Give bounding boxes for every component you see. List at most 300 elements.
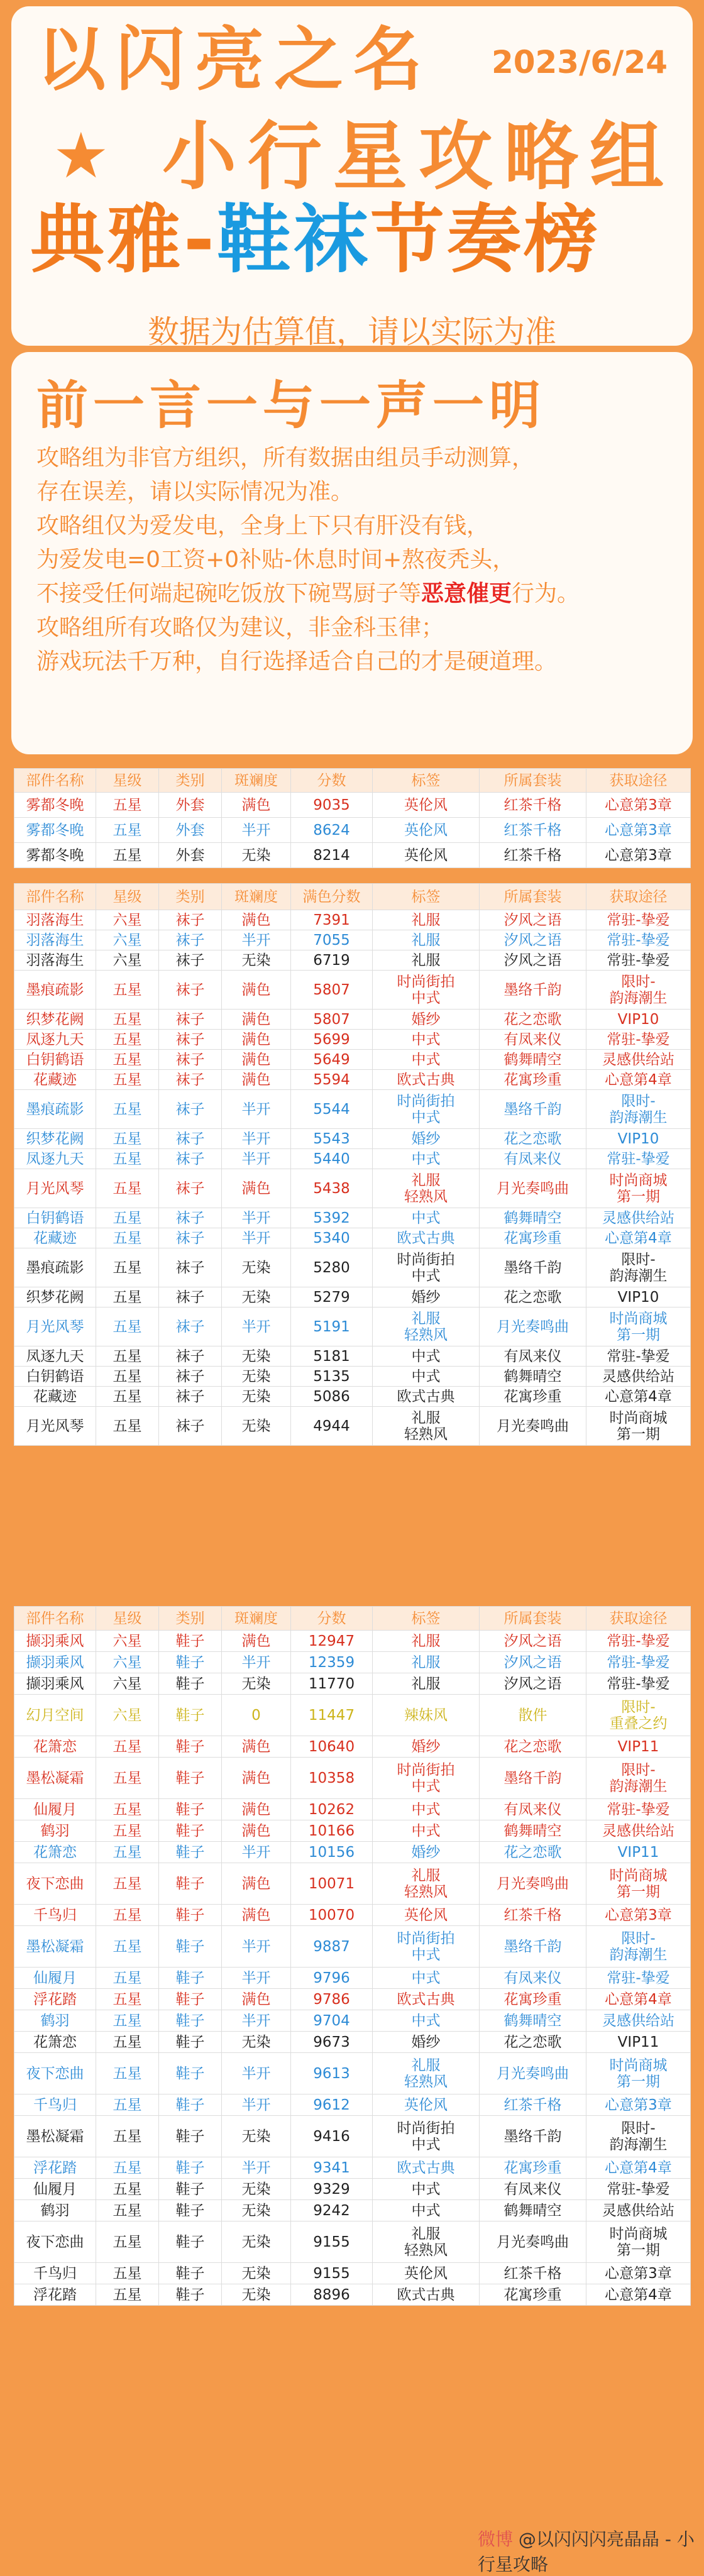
table-cell: 外套	[159, 818, 222, 843]
table-row	[14, 1248, 691, 1287]
table-cell: 英伦风	[373, 793, 480, 818]
table-cell: 8214	[291, 843, 373, 868]
table-cell: 礼服	[373, 930, 480, 950]
table-cell: 9704	[291, 2010, 373, 2032]
table-row	[14, 1736, 691, 1758]
highlight-text: 恶意催更	[421, 581, 512, 607]
table-cell: 雾都冬晚	[14, 843, 96, 868]
table-cell: 六星	[96, 950, 159, 971]
table-row	[14, 2263, 691, 2284]
table-cell: 婚纱	[373, 1129, 480, 1149]
table-cell: 夜下恋曲	[14, 1863, 96, 1905]
table-cell: 9612	[291, 2094, 373, 2116]
table-cell: 墨松凝霜	[14, 1926, 96, 1968]
column-header: 获取途径	[586, 1607, 691, 1631]
table-cell: 花箫恋	[14, 1736, 96, 1758]
table-cell: 无染	[222, 2221, 291, 2263]
table-row	[14, 2221, 691, 2263]
table-cell: 鞋子	[159, 2010, 222, 2032]
table-cell: 10156	[291, 1842, 373, 1863]
table-cell: 五星	[96, 793, 159, 818]
table-cell: 散件	[480, 1695, 586, 1736]
table-cell: 满色	[222, 1070, 291, 1090]
table-cell: 五星	[96, 1090, 159, 1129]
table-cell: 袜子	[159, 1010, 222, 1030]
table-cell: 墨痕疏影	[14, 1090, 96, 1129]
table-cell: 有凤来仪	[480, 1799, 586, 1820]
table-cell: 11770	[291, 1673, 373, 1695]
table-cell: 鹤羽	[14, 2200, 96, 2221]
table-cell: 中式	[373, 1968, 480, 1989]
table-cell: 白钥鹤语	[14, 1367, 96, 1387]
table-cell: 中式	[373, 1820, 480, 1842]
header-card	[11, 6, 693, 350]
table-cell: 9035	[291, 793, 373, 818]
table-cell: 红茶千格	[480, 2263, 586, 2284]
table-row	[14, 1863, 691, 1905]
table-cell: 月光奏鸣曲	[480, 1863, 586, 1905]
table-cell: 五星	[96, 2263, 159, 2284]
table-cell: 礼服 轻熟风	[373, 1407, 480, 1446]
table-cell: 欧式古典	[373, 2157, 480, 2179]
table-cell: 常驻-挚爱	[586, 2179, 691, 2200]
table-row	[14, 2010, 691, 2032]
table-cell: 凤逐九天	[14, 1149, 96, 1169]
table-cell: 5543	[291, 1129, 373, 1149]
table-cell: 羽落海生	[14, 930, 96, 950]
table-cell: 半开	[222, 1129, 291, 1149]
table-cell: 鞋子	[159, 1820, 222, 1842]
table-cell: 礼服 轻熟风	[373, 1863, 480, 1905]
table-cell: 鞋子	[159, 2263, 222, 2284]
table-cell: 12947	[291, 1631, 373, 1652]
table-cell: 婚纱	[373, 1010, 480, 1030]
table-row	[14, 1307, 691, 1346]
table-cell: 墨络千韵	[480, 2116, 586, 2157]
table-cell: 无染	[222, 2263, 291, 2284]
table-cell: 中式	[373, 1367, 480, 1387]
table-cell: 5392	[291, 1208, 373, 1228]
table-cell: 雾都冬晚	[14, 818, 96, 843]
table-cell: 5191	[291, 1307, 373, 1346]
table-cell: 欧式古典	[373, 1989, 480, 2010]
table-cell: 鞋子	[159, 1695, 222, 1736]
table-cell: 袜子	[159, 1367, 222, 1387]
table-cell: 无染	[222, 950, 291, 971]
table-cell: 红茶千格	[480, 2094, 586, 2116]
table-cell: 欧式古典	[373, 1070, 480, 1090]
table-cell: 五星	[96, 2053, 159, 2094]
table-row	[14, 1407, 691, 1446]
table-cell: 心意第4章	[586, 1989, 691, 2010]
table-cell: 半开	[222, 1090, 291, 1129]
table-cell: 满色	[222, 1820, 291, 1842]
ranking-title	[30, 196, 601, 283]
table-cell: 半开	[222, 1149, 291, 1169]
table-cell: 限时- 重叠之约	[586, 1695, 691, 1736]
table-cell: 花之恋歌	[480, 1010, 586, 1030]
table-row	[14, 1169, 691, 1208]
table-cell: 无染	[222, 2284, 291, 2306]
table-cell: 心意第3章	[586, 818, 691, 843]
table-cell: 六星	[96, 1631, 159, 1652]
ranking-title-part3: 节奏榜	[370, 196, 601, 283]
table-cell: 半开	[222, 818, 291, 843]
table-cell: 五星	[96, 1820, 159, 1842]
table-cell: 五星	[96, 1799, 159, 1820]
table-header	[14, 1607, 691, 1631]
table-cell: 五星	[96, 1248, 159, 1287]
shoes-ranking-table	[14, 1606, 691, 2306]
table-cell: 鞋子	[159, 2053, 222, 2094]
column-header: 星级	[96, 884, 159, 910]
table-cell: 五星	[96, 2116, 159, 2157]
table-row	[14, 1695, 691, 1736]
table-cell: 花之恋歌	[480, 1736, 586, 1758]
table-row	[14, 1287, 691, 1307]
table-cell: 撷羽乘风	[14, 1652, 96, 1673]
table-cell: 袜子	[159, 1169, 222, 1208]
table-cell: 浮花踏	[14, 2284, 96, 2306]
column-header: 部件名称	[14, 769, 96, 793]
table-row	[14, 1050, 691, 1070]
table-cell: 限时- 韵海潮生	[586, 1926, 691, 1968]
table-cell: 袜子	[159, 950, 222, 971]
table-cell: 五星	[96, 2157, 159, 2179]
table-cell: 中式	[373, 1149, 480, 1169]
table-cell: 10166	[291, 1820, 373, 1842]
table-cell: 欧式古典	[373, 1228, 480, 1248]
table-cell: 五星	[96, 1926, 159, 1968]
table-cell: 花箫恋	[14, 1842, 96, 1863]
table-cell: 满色	[222, 1631, 291, 1652]
table-cell: 袜子	[159, 1030, 222, 1050]
table-cell: 红茶千格	[480, 843, 586, 868]
table-cell: 五星	[96, 2032, 159, 2053]
table-cell: 墨络千韵	[480, 971, 586, 1010]
table-cell: 墨松凝霜	[14, 2116, 96, 2157]
table-cell: 常驻-挚爱	[586, 1673, 691, 1695]
table-cell: 无染	[222, 2179, 291, 2200]
table-row	[14, 1367, 691, 1387]
table-cell: 花藏迹	[14, 1228, 96, 1248]
table-cell: 花之恋歌	[480, 2032, 586, 2053]
table-cell: 限时- 韵海潮生	[586, 1090, 691, 1129]
table-cell: 鞋子	[159, 2200, 222, 2221]
table-cell: 半开	[222, 1842, 291, 1863]
table-cell: 五星	[96, 1387, 159, 1407]
table-row	[14, 1842, 691, 1863]
table-cell: 8624	[291, 818, 373, 843]
table-row	[14, 2094, 691, 2116]
table-cell: 鞋子	[159, 1631, 222, 1652]
table-cell: 常驻-挚爱	[586, 1346, 691, 1367]
table-cell: 心意第3章	[586, 793, 691, 818]
table-cell: 英伦风	[373, 843, 480, 868]
table-cell: 鞋子	[159, 1905, 222, 1926]
table-cell: 5438	[291, 1169, 373, 1208]
table-cell: 婚纱	[373, 1736, 480, 1758]
table-cell: 五星	[96, 843, 159, 868]
table-cell: 欧式古典	[373, 1387, 480, 1407]
table-cell: 常驻-挚爱	[586, 1968, 691, 1989]
table-cell: 心意第4章	[586, 1228, 691, 1248]
table-cell: VIP10	[586, 1129, 691, 1149]
preface-line: 不接受任何端起碗吃饭放下碗骂厨子等恶意催更行为。	[36, 581, 580, 607]
table-cell: 袜子	[159, 1346, 222, 1367]
table-cell: 五星	[96, 1842, 159, 1863]
table-cell: 鞋子	[159, 2221, 222, 2263]
table-cell: 月光奏鸣曲	[480, 1307, 586, 1346]
table-cell: 六星	[96, 1652, 159, 1673]
table-cell: VIP11	[586, 2032, 691, 2053]
table-row	[14, 1652, 691, 1673]
table-cell: 满色	[222, 1758, 291, 1799]
table-cell: 半开	[222, 1307, 291, 1346]
table-cell: 外套	[159, 793, 222, 818]
table-row	[14, 2032, 691, 2053]
column-header: 所属套装	[480, 1607, 586, 1631]
table-cell: 灵感供给站	[586, 2010, 691, 2032]
table-row	[14, 930, 691, 950]
table-cell: 花寓珍重	[480, 1228, 586, 1248]
table-cell: 花藏迹	[14, 1387, 96, 1407]
table-cell: 鹤舞晴空	[480, 1820, 586, 1842]
table-cell: VIP11	[586, 1842, 691, 1863]
table-cell: 半开	[222, 2053, 291, 2094]
table-cell: 常驻-挚爱	[586, 950, 691, 971]
table-row	[14, 1149, 691, 1169]
table-cell: 4944	[291, 1407, 373, 1446]
table-cell: 无染	[222, 2116, 291, 2157]
table-cell: 鞋子	[159, 1799, 222, 1820]
table-cell: 心意第3章	[586, 2094, 691, 2116]
column-header: 所属套装	[480, 769, 586, 793]
table-row	[14, 1799, 691, 1820]
table-cell: 凤逐九天	[14, 1346, 96, 1367]
table-cell: 满色	[222, 1050, 291, 1070]
table-cell: 汐风之语	[480, 930, 586, 950]
table-cell: 五星	[96, 1346, 159, 1367]
table-cell: 常驻-挚爱	[586, 910, 691, 930]
column-header: 部件名称	[14, 884, 96, 910]
table-row	[14, 2053, 691, 2094]
table-cell: VIP10	[586, 1010, 691, 1030]
table-cell: 织梦花阙	[14, 1287, 96, 1307]
table-cell: 鞋子	[159, 1673, 222, 1695]
table-cell: 限时- 韵海潮生	[586, 1248, 691, 1287]
table-cell: 5340	[291, 1228, 373, 1248]
table-cell: 10071	[291, 1863, 373, 1905]
table-cell: 五星	[96, 2094, 159, 2116]
table-cell: 墨痕疏影	[14, 1248, 96, 1287]
column-header: 分数	[291, 1607, 373, 1631]
table-cell: 六星	[96, 910, 159, 930]
table-cell: 凤逐九天	[14, 1030, 96, 1050]
table-cell: 9242	[291, 2200, 373, 2221]
table-cell: 五星	[96, 1050, 159, 1070]
table-cell: 袜子	[159, 930, 222, 950]
column-header: 所属套装	[480, 884, 586, 910]
table-cell: 10070	[291, 1905, 373, 1926]
table-cell: 花寓珍重	[480, 1989, 586, 2010]
table-cell: 五星	[96, 1367, 159, 1387]
table-cell: 时尚商城 第一期	[586, 1863, 691, 1905]
table-cell: 红茶千格	[480, 793, 586, 818]
table-cell: 袜子	[159, 971, 222, 1010]
table-row	[14, 793, 691, 818]
table-cell: 月光奏鸣曲	[480, 2053, 586, 2094]
table-cell: 袜子	[159, 1129, 222, 1149]
column-header: 部件名称	[14, 1607, 96, 1631]
preface-body	[36, 441, 684, 679]
table-cell: 袜子	[159, 1050, 222, 1070]
table-cell: 半开	[222, 930, 291, 950]
preface-line: 为爱发电=0工资+0补贴-休息时间+熬夜秃头，	[36, 547, 515, 573]
table-cell: 无染	[222, 1387, 291, 1407]
table-cell: 浮花踏	[14, 2157, 96, 2179]
column-header: 斑斓度	[222, 769, 291, 793]
table-cell: 常驻-挚爱	[586, 1631, 691, 1652]
table-cell: 时尚街拍 中式	[373, 1248, 480, 1287]
table-cell: 5181	[291, 1346, 373, 1367]
table-cell: 9613	[291, 2053, 373, 2094]
table-row	[14, 1758, 691, 1799]
table-cell: 鹤羽	[14, 1820, 96, 1842]
table-cell: 时尚商城 第一期	[586, 1169, 691, 1208]
table-cell: 鞋子	[159, 1652, 222, 1673]
table-cell: 礼服 轻熟风	[373, 2053, 480, 2094]
table-cell: 无染	[222, 1248, 291, 1287]
subtitle: 数据为估算值，请以实际为准	[148, 314, 556, 350]
table-cell: 婚纱	[373, 2032, 480, 2053]
table-cell: 心意第3章	[586, 1905, 691, 1926]
ranking-title-part1: 典雅-	[30, 196, 217, 283]
table-cell: 五星	[96, 1407, 159, 1446]
table-cell: 浮花踏	[14, 1989, 96, 2010]
table-cell: 汐风之语	[480, 910, 586, 930]
table-cell: 10262	[291, 1799, 373, 1820]
column-header: 斑斓度	[222, 884, 291, 910]
table-cell: 有凤来仪	[480, 1030, 586, 1050]
table-cell: 千鸟归	[14, 2263, 96, 2284]
table-cell: 鹤舞晴空	[480, 2010, 586, 2032]
table-cell: 中式	[373, 1799, 480, 1820]
table-cell: 鹤舞晴空	[480, 2200, 586, 2221]
table-cell: 五星	[96, 1989, 159, 2010]
table-cell: 外套	[159, 843, 222, 868]
table-cell: 汐风之语	[480, 950, 586, 971]
table-cell: 有凤来仪	[480, 1149, 586, 1169]
table-cell: 鞋子	[159, 1863, 222, 1905]
table-cell: 5544	[291, 1090, 373, 1129]
table-cell: 满色	[222, 1030, 291, 1050]
column-header: 满色分数	[291, 884, 373, 910]
table-cell: 五星	[96, 2010, 159, 2032]
table-cell: 时尚商城 第一期	[586, 1407, 691, 1446]
table-cell: 鞋子	[159, 2094, 222, 2116]
table-cell: 常驻-挚爱	[586, 1652, 691, 1673]
preface-line: 攻略组仅为爱发电，全身上下只有肝没有钱，	[36, 513, 490, 539]
table-cell: 0	[222, 1695, 291, 1736]
table-cell: 仙履月	[14, 1799, 96, 1820]
table-cell: 织梦花阙	[14, 1010, 96, 1030]
table-cell: 五星	[96, 1307, 159, 1346]
table-cell: 英伦风	[373, 2094, 480, 2116]
table-cell: 英伦风	[373, 2263, 480, 2284]
table-cell: 灵感供给站	[586, 1208, 691, 1228]
table-row	[14, 2179, 691, 2200]
table-cell: 时尚商城 第一期	[586, 2053, 691, 2094]
column-header: 获取途径	[586, 884, 691, 910]
table-cell: 五星	[96, 1736, 159, 1758]
table-cell: 中式	[373, 2200, 480, 2221]
table-cell: 满色	[222, 1905, 291, 1926]
column-header: 斑斓度	[222, 1607, 291, 1631]
table-cell: 5135	[291, 1367, 373, 1387]
table-cell: 鹤舞晴空	[480, 1367, 586, 1387]
table-cell: VIP10	[586, 1287, 691, 1307]
weibo-icon: 微博	[478, 2529, 514, 2550]
table-cell: 鹤羽	[14, 2010, 96, 2032]
table-cell: 五星	[96, 1905, 159, 1926]
table-row	[14, 1030, 691, 1050]
column-header: 标签	[373, 769, 480, 793]
table-cell: 10640	[291, 1736, 373, 1758]
table-cell: 花寓珍重	[480, 2284, 586, 2306]
table-cell: 羽落海生	[14, 950, 96, 971]
table-cell: 灵感供给站	[586, 2200, 691, 2221]
table-cell: 鞋子	[159, 1736, 222, 1758]
table-row	[14, 1673, 691, 1695]
table-row	[14, 2116, 691, 2157]
table-cell: 五星	[96, 1208, 159, 1228]
table-cell: 花寓珍重	[480, 1387, 586, 1407]
table-cell: 中式	[373, 2179, 480, 2200]
table-cell: 满色	[222, 971, 291, 1010]
table-row	[14, 1346, 691, 1367]
table-cell: 鹤舞晴空	[480, 1208, 586, 1228]
table-cell: 羽落海生	[14, 910, 96, 930]
table-cell: 礼服 轻熟风	[373, 2221, 480, 2263]
table-cell: 鞋子	[159, 2179, 222, 2200]
table-row	[14, 1387, 691, 1407]
table-cell: 鞋子	[159, 1989, 222, 2010]
table-cell: 鞋子	[159, 2284, 222, 2306]
table-cell: 灵感供给站	[586, 1050, 691, 1070]
column-header: 星级	[96, 769, 159, 793]
table-cell: 心意第4章	[586, 1387, 691, 1407]
table-row	[14, 1968, 691, 1989]
table-row	[14, 1631, 691, 1652]
table-cell: 袜子	[159, 1307, 222, 1346]
table-cell: 5649	[291, 1050, 373, 1070]
table-cell: 中式	[373, 1030, 480, 1050]
column-header: 星级	[96, 1607, 159, 1631]
table-cell: 汐风之语	[480, 1631, 586, 1652]
table-cell: 无染	[222, 1287, 291, 1307]
table-cell: 月光风琴	[14, 1307, 96, 1346]
table-cell: 5699	[291, 1030, 373, 1050]
table-cell: 织梦花阙	[14, 1129, 96, 1149]
preface-line: 存在误差，请以实际情况为准。	[36, 479, 354, 505]
table-cell: 红茶千格	[480, 818, 586, 843]
table-cell: 半开	[222, 1968, 291, 1989]
table-cell: 六星	[96, 930, 159, 950]
table-cell: 11447	[291, 1695, 373, 1736]
table-cell: 5594	[291, 1070, 373, 1090]
table-cell: 袜子	[159, 1070, 222, 1090]
